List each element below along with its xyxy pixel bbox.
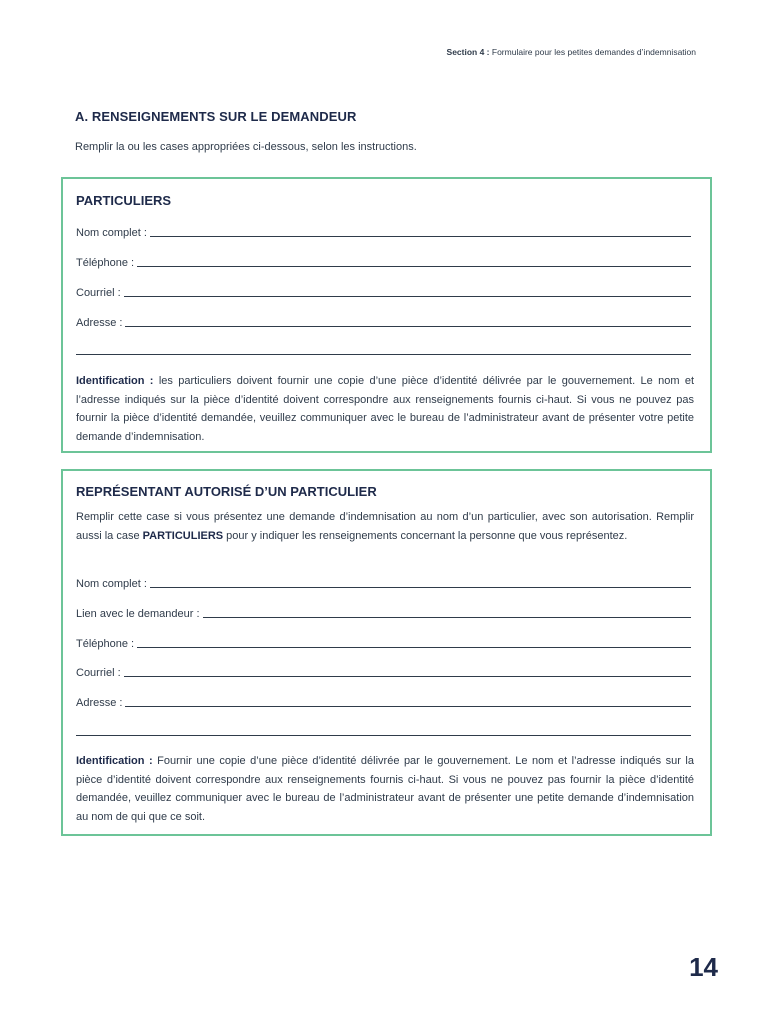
representant-intro-a: Remplir cette case si vous présentez une demande d’indemnisation au nom d’un particulier, avec son autorisation. Remplir aussi la case <box>76 511 694 542</box>
particuliers-identification <box>76 372 694 446</box>
rep-lien-label: Lien avec le demandeur : <box>76 608 200 620</box>
page-header <box>447 47 696 57</box>
section-a-intro: Remplir la ou les cases appropriées ci-dessous, selon les instructions. <box>75 141 417 153</box>
particuliers-title: PARTICULIERS <box>76 193 172 208</box>
rep-lien-line[interactable] <box>203 617 691 618</box>
courriel-field[interactable] <box>76 283 691 299</box>
section-label: Section 4 : <box>446 47 490 57</box>
identification-text: les particuliers doivent fournir une copie d’une pièce d’identité délivrée par le gouvernement. Le nom et l’adresse indiqués sur la pièce d’identité doivent correspondre aux renseignements fournis ci-haut. Si vous ne pouvez pas fournir la pièce d’identité demandée, veuillez communiquer avec le bureau de l’administrateur avant de présenter votre petite demande d’indemnisation. <box>76 375 695 443</box>
representant-intro <box>76 508 694 545</box>
representant-identification <box>76 752 694 826</box>
adresse-label: Adresse : <box>76 317 123 329</box>
section-title: Formulaire pour les petites demandes d’indemnisation <box>491 47 696 57</box>
rep-adresse-continuation-line[interactable] <box>76 735 691 736</box>
courriel-line[interactable] <box>124 296 691 297</box>
adresse-continuation-line[interactable] <box>76 354 691 355</box>
telephone-label: Téléphone : <box>76 257 135 269</box>
nom-complet-field[interactable] <box>76 223 691 239</box>
section-a-title: A. RENSEIGNEMENTS SUR LE DEMANDEUR <box>75 109 357 124</box>
rep-telephone-line[interactable] <box>137 647 691 648</box>
adresse-line[interactable] <box>125 326 691 327</box>
representant-box <box>61 469 712 836</box>
telephone-line[interactable] <box>137 266 691 267</box>
nom-complet-line[interactable] <box>150 236 691 237</box>
rep-lien-field[interactable] <box>76 604 691 620</box>
identification-label: Identification : <box>76 375 154 387</box>
rep-courriel-field[interactable] <box>76 663 691 679</box>
nom-complet-label: Nom complet : <box>76 227 147 239</box>
rep-telephone-label: Téléphone : <box>76 638 135 650</box>
rep-courriel-label: Courriel : <box>76 667 121 679</box>
adresse-field[interactable] <box>76 313 691 329</box>
rep-adresse-line[interactable] <box>125 706 691 707</box>
representant-intro-bold: PARTICULIERS <box>142 529 224 542</box>
rep-adresse-label: Adresse : <box>76 697 123 709</box>
rep-nom-complet-field[interactable] <box>76 574 691 590</box>
rep-courriel-line[interactable] <box>124 676 691 677</box>
rep-identification-label: Identification : <box>76 755 153 767</box>
rep-telephone-field[interactable] <box>76 634 691 650</box>
rep-nom-complet-line[interactable] <box>150 587 691 588</box>
representant-title: REPRÉSENTANT AUTORISÉ D’UN PARTICULIER <box>76 484 377 499</box>
rep-nom-complet-label: Nom complet : <box>76 578 147 590</box>
rep-identification-text: Fournir une copie d’une pièce d’identité délivrée par le gouvernement. Le nom et l’adresse indiqués sur la pièce d’identité doivent correspondre aux renseignements fournis ci-haut. Si vous ne pouvez pas fournir la pièce d’identité demandée, veuillez communiquer avec le bureau de l’administrateur avant de présenter une petite demande d’indemnisation au nom de qui que ce soit. <box>76 755 694 823</box>
courriel-label: Courriel : <box>76 287 121 299</box>
representant-intro-b: pour y indiquer les renseignements concernant la personne que vous représentez. <box>223 529 628 542</box>
telephone-field[interactable] <box>76 253 691 269</box>
page-number: 14 <box>689 952 718 982</box>
rep-adresse-field[interactable] <box>76 693 691 709</box>
particuliers-box <box>61 177 712 453</box>
